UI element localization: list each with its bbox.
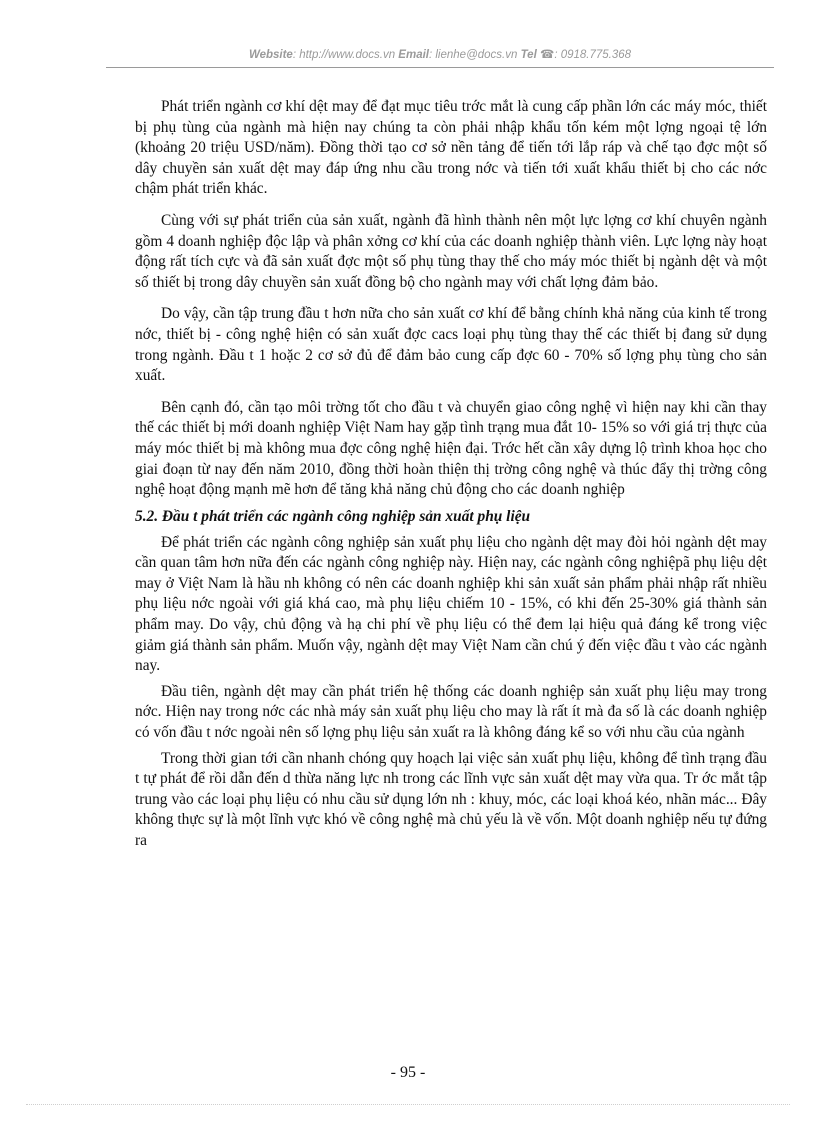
header-rule bbox=[106, 67, 774, 68]
page-number: - 95 - bbox=[390, 1064, 426, 1081]
footer-dotted-rule bbox=[26, 1104, 790, 1105]
paragraph: Phát triển ngành cơ khí dệt may để đạt mục tiêu trớc mắt là cung cấp phần lớn các máy móc, thiết bị phụ tùng của ngành mà hiện nay chúng ta còn phải nhập khẩu tốn kém một lợng ngoại tệ lớn (khoảng 20 triệu USD/năm). Đồng thời tạo cơ sở nền tảng để tiến tới lắp ráp và chế tạo đợc một số dây chuyền sản xuất dệt may đáp ứng nhu cầu trong nớc và tiến tới xuất khẩu thiết bị cho các nớc chậm phát triển khác. bbox=[135, 98, 767, 198]
paragraph: Đầu tiên, ngành dệt may cần phát triển hệ thống các doanh nghiệp sản xuất phụ liệu may trong nớc. Hiện nay trong nớc các nhà máy sản xuất phụ liệu cho may là rất ít mà đa số là các doanh nghiệp có vốn đầu t nớc ngoài nên số lợng phụ liệu sản xuất ra là không đáng kể so với nhu cầu của ngành bbox=[135, 682, 767, 742]
tel-label: Tel bbox=[520, 49, 537, 61]
paragraph: Do vậy, cần tập trung đầu t hơn nữa cho sản xuất cơ khí để bằng chính khả năng của kinh tế trong nớc, thiết bị - công nghệ hiện có sản xuất đợc cacs loại phụ tùng thay thế các thiết bị đang sử dụng trong ngành. Đầu t 1 hoặc 2 cơ sở đủ để đảm bảo cung cấp đợc 60 - 70% số lợng phụ tùng cho sản xuất. bbox=[135, 305, 767, 385]
page-header bbox=[112, 47, 768, 61]
paragraph: Bên cạnh đó, cần tạo môi trờng tốt cho đầu t và chuyển giao công nghệ vì hiện nay khi cần thay thế các thiết bị mới doanh nghiệp Việt Nam hay gặp tình trạng mua đắt 10- 15% so với giá trị thực của máy móc thiết bị mà không mua đợc công nghệ hiện đại. Trớc hết cần xây dựng lộ trình khoa học cho giai đoạn từ nay đến năm 2010, đồng thời hoàn thiện thị trờng công nghệ và thúc đẩy thị trờng công nghệ hoạt động mạnh mẽ hơn để tăng khả năng chủ động cho các doanh nghiệp bbox=[135, 398, 767, 499]
paragraph: Trong thời gian tới cần nhanh chóng quy hoạch lại việc sản xuất phụ liệu, không để tình trạng đầu t tự phát để rồi dẫn đến d thừa năng lực nh trong các lĩnh vực sản xuất dệt may vừa qua. Tr ớc mắt tập trung vào các loại phụ liệu có nhu cầu sử dụng lớn nh : khuy, móc, các loại khoá kéo, nhãn mác... Đây không thực sự là một lĩnh vực khó về công nghệ mà chủ yếu là về vốn. Một doanh nghiệp nếu tự đứng ra bbox=[135, 749, 767, 849]
website-value: : http://www.docs.vn bbox=[292, 49, 396, 61]
document-body bbox=[135, 97, 767, 863]
email-value: : lienhe@docs.vn bbox=[428, 49, 518, 61]
email-label: Email bbox=[398, 49, 429, 61]
section-heading: 5.2. Đầu t phát triển các ngành công nghiệp sản xuất phụ liệu bbox=[135, 507, 531, 525]
paragraph: Để phát triển các ngành công nghiệp sản xuất phụ liệu cho ngành dệt may đòi hỏi ngành dệt may cần quan tâm hơn nữa đến các ngành công nghiệp này. Hiện nay, các ngành công nghiệpã phụ liệu dệt may ở Việt Nam là hầu nh không có nên các doanh nghiệp khi sản xuất sản phẩm phải nhập rất nhiều phụ liệu nớc ngoài với giá khá cao, mà phụ liệu chiếm 10 - 15%, có khi đến 25-30% giá thành sản phẩm may. Do vậy, chủ động và hạ chi phí về phụ liệu có thể đem lại hiệu quả đáng kể trong việc giảm giá thành sản phẩm. Muốn vậy, ngành dệt may Việt Nam cần chú ý đến việc đầu t vào các ngành nay. bbox=[135, 533, 767, 675]
paragraph: Cùng với sự phát triển của sản xuất, ngành đã hình thành nên một lực lợng cơ khí chuyên ngành gồm 4 doanh nghiệp độc lập và phân xởng cơ khí của các doanh nghiệp thành viên. Lực lợng này hoạt động rất tích cực và đã sản xuất đợc một số phụ tùng thay thế cho máy móc thiết bị ngành dệt và một số thiết bị trong dây chuyền sản xuất đồng bộ cho ngành may với chất lợng đảm bảo. bbox=[135, 211, 767, 291]
phone-icon: ☎ bbox=[539, 49, 555, 61]
tel-value: : 0918.775.368 bbox=[554, 49, 632, 61]
website-label: Website bbox=[248, 49, 293, 61]
